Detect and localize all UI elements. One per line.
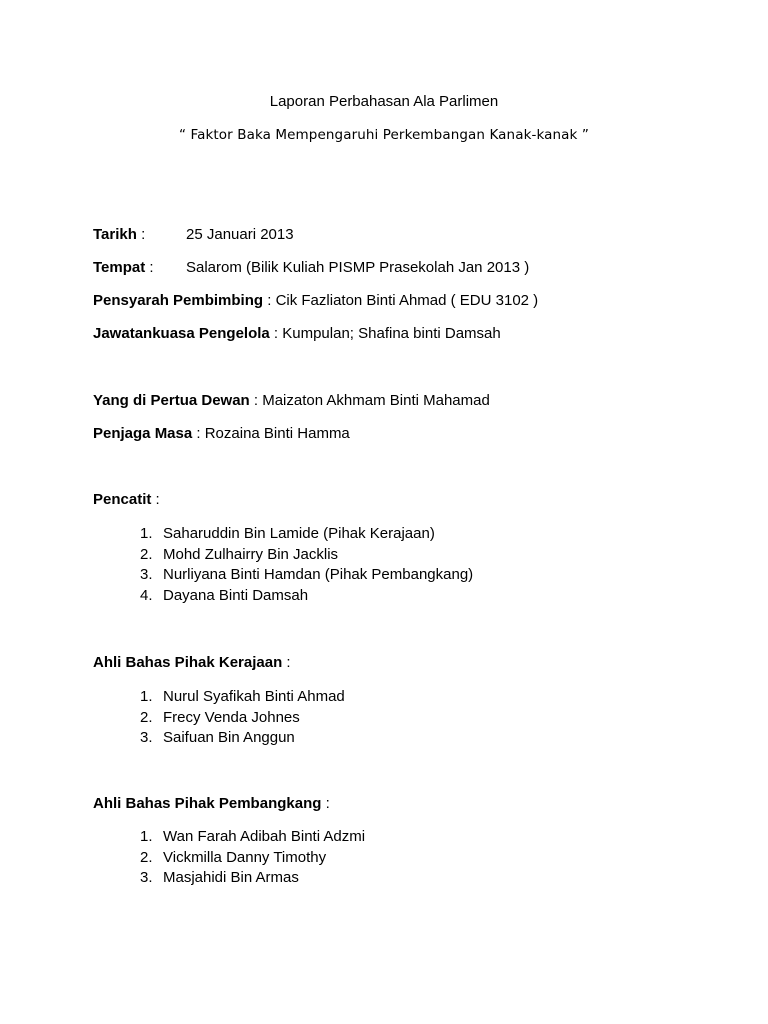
list-number: 2. [140, 545, 153, 563]
kerajaan-label: Ahli Bahas Pihak Kerajaan [93, 654, 283, 671]
document-title: Laporan Perbahasan Ala Parlimen [269, 93, 499, 110]
jawatankuasa-value: : Kumpulan; Shafina binti Damsah [269, 325, 501, 342]
tempat-label: Tempat [93, 259, 146, 276]
tarikh-label-line [93, 226, 145, 243]
list-number: 3. [140, 729, 153, 747]
penjaga-masa-value: : Rozaina Binti Hamma [192, 425, 350, 442]
list-text: Masjahidi Bin Armas [163, 869, 299, 887]
yang-di-pertua-line [93, 392, 490, 409]
list-item [140, 524, 473, 545]
pembangkang-heading [93, 795, 330, 812]
kerajaan-sep: : [282, 654, 291, 671]
list-item [140, 827, 365, 848]
list-item [140, 868, 365, 889]
list-number: 3. [140, 869, 153, 887]
list-number: 3. [140, 566, 153, 584]
tarikh-sep: : [136, 226, 146, 243]
pencatit-label: Pencatit [93, 491, 152, 508]
tarikh-label: Tarikh [93, 226, 137, 243]
list-item [140, 708, 345, 729]
tempat-label-line [93, 259, 154, 276]
tarikh-value: 25 Januari 2013 [186, 226, 294, 243]
list-item [140, 728, 345, 749]
list-number: 1. [140, 525, 153, 542]
pembangkang-label: Ahli Bahas Pihak Pembangkang [93, 795, 322, 812]
pensyarah-line [93, 292, 538, 309]
jawatankuasa-label: Jawatankuasa Pengelola [93, 325, 270, 342]
list-item [140, 565, 473, 586]
pencatit-heading [93, 491, 160, 508]
list-text: Dayana Binti Damsah [163, 587, 309, 605]
kerajaan-heading [93, 654, 291, 671]
list-text: Mohd Zulhairry Bin Jacklis [163, 545, 339, 563]
list-text: Nurul Syafikah Binti Ahmad [163, 688, 345, 705]
list-number: 2. [140, 708, 153, 726]
pensyarah-label: Pensyarah Pembimbing [93, 292, 264, 309]
list-number: 4. [140, 587, 153, 605]
list-item [140, 687, 345, 708]
tempat-value: Salarom (Bilik Kuliah PISMP Prasekolah Jan 2013 ) [186, 259, 530, 276]
document-subtitle: “ Faktor Baka Mempengaruhi Perkembangan Kanak-kanak ” [179, 127, 589, 143]
list-text: Vickmilla Danny Timothy [163, 848, 327, 866]
tempat-sep: : [145, 259, 154, 276]
kerajaan-list [140, 687, 345, 749]
pembangkang-sep: : [321, 795, 330, 812]
penjaga-masa-label: Penjaga Masa [93, 425, 193, 442]
list-item [140, 545, 473, 566]
list-number: 2. [140, 848, 153, 866]
pencatit-list [140, 524, 473, 607]
list-text: Saifuan Bin Anggun [163, 729, 295, 747]
penjaga-masa-line [93, 425, 350, 442]
list-text: Nurliyana Binti Hamdan (Pihak Pembangkang) [163, 566, 474, 584]
pensyarah-value: : Cik Fazliaton Binti Ahmad ( EDU 3102 ) [263, 292, 539, 309]
pencatit-sep: : [151, 491, 160, 508]
pembangkang-list [140, 827, 365, 889]
list-text: Frecy Venda Johnes [163, 708, 300, 726]
list-text: Saharuddin Bin Lamide (Pihak Kerajaan) [163, 525, 435, 542]
list-number: 1. [140, 828, 153, 845]
jawatankuasa-line [93, 325, 501, 342]
list-item [140, 848, 365, 869]
list-number: 1. [140, 688, 153, 705]
yang-di-pertua-value: : Maizaton Akhmam Binti Mahamad [249, 392, 490, 409]
yang-di-pertua-label: Yang di Pertua Dewan [93, 392, 250, 409]
list-text: Wan Farah Adibah Binti Adzmi [163, 828, 366, 845]
list-item [140, 586, 473, 607]
